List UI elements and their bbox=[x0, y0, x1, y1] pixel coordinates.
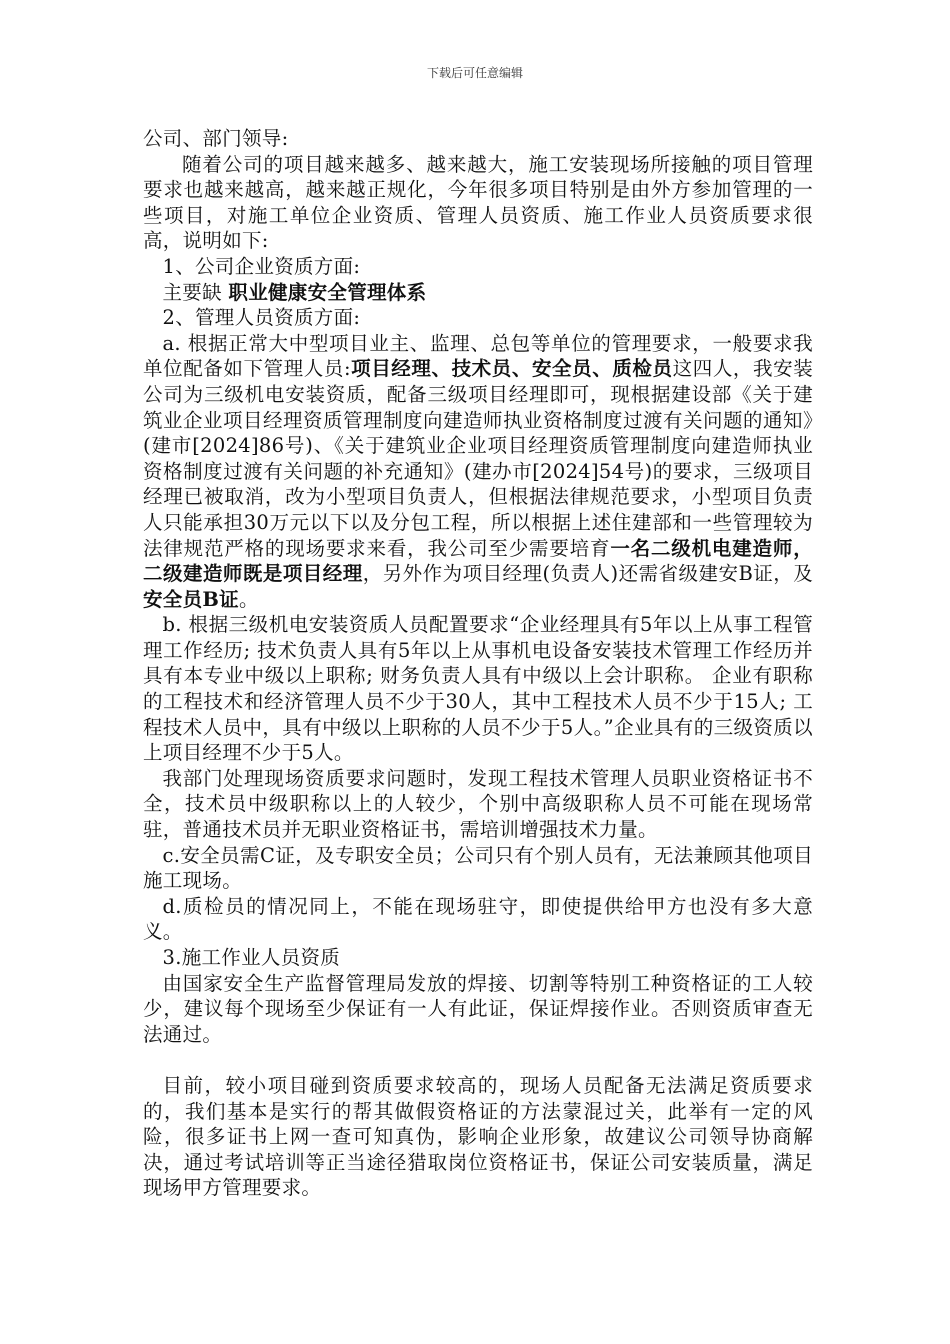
item-a-paragraph bbox=[143, 331, 813, 613]
item-a-text-1: a. 根据正常大中型项目业主、监理、总包等单位的管理要求，一般要求我单位配备如下管理人员: bbox=[143, 331, 813, 381]
closing-paragraph: 目前，较小项目碰到资质要求较高的，现场人员配备无法满足资质要求的，我们基本是实行的帮其做假资格证的方法蒙混过关，此举有一定的风险，很多证书上网一查可知真伪，影响企业形象，故建议公司领导协商解决，通过考试培训等正当途径猎取岗位资格证书，保证公司安装质量，满足现场甲方管理要求。 bbox=[143, 1073, 813, 1200]
document-body bbox=[143, 126, 813, 1201]
item-a-text-2: 这四人，我安装公司为三级机电安装资质，配备三级项目经理即可，现根据建设部《关于建筑业企业项目经理资质管理制度向建造师执业资格制度过渡有关问题的通知》(建市[2024]86号)、《关于建筑业企业项目经理资质管理制度向建造师执业资格制度过渡有关问题的补充通知》(建办市[2024]54号)的要求，三级项目经理已被取消，改为小型项目负责人，但根据法律规范要求，小型项目负责人只能承担30万元以下以及分包工程，所以根据上述住建部和一些管理较为法律规范严格的现场要求来看，我公司至少需要培育 bbox=[143, 357, 813, 560]
item-b-paragraph: b. 根据三级机电安装资质人员配置要求“企业经理具有5年以上从事工程管理工作经历; 技术负责人具有5年以上从事机电设备安装技术管理工作经历并具有本专业中级以上职称; 财务负责人具有中级以上会计职称。 企业有职称的工程技术和经济管理人员不少于30人，其中工程技术人员不少于15人; 工程技术人员中，具有中级以上职称的人员不少于5人。”企业具有的三级资质以上项目经理不少于5人。 bbox=[143, 613, 813, 765]
section-1-title: 1、公司企业资质方面: bbox=[162, 254, 361, 278]
item-d-paragraph: d.质检员的情况同上，不能在现场驻守，即使提供给甲方也没有多大意义。 bbox=[143, 894, 813, 944]
salutation: 公司、部门领导: bbox=[143, 127, 289, 150]
item-a-text-5: 。 bbox=[238, 587, 259, 611]
item-c-paragraph: c.安全员需C证，及专职安全员；公司只有个别人员有，无法兼顾其他项目施工现场。 bbox=[143, 843, 813, 893]
section-2-title: 2、管理人员资质方面: bbox=[162, 306, 361, 330]
item-a-text-4: ，另外作为项目经理(负责人)还需省级建安B证，及 bbox=[362, 562, 813, 586]
department-paragraph: 我部门处理现场资质要求问题时，发现工程技术管理人员职业资格证书不全，技术员中级职称以上的人较少，个别中高级职称人员不可能在现场常驻，普通技术员并无职业资格证书，需培训增强技术力量。 bbox=[143, 766, 813, 842]
item-a-bold-3: 二级建造师既是项目经理 bbox=[143, 562, 363, 586]
item-a-text-3: ， bbox=[793, 536, 814, 560]
section-1-lack bbox=[143, 280, 813, 306]
section-3-paragraph: 由国家安全生产监督管理局发放的焊接、切割等特别工种资格证的工人较少，建议每个现场至少保证有一人有此证，保证焊接作业。否则资质审查无法通过。 bbox=[143, 971, 813, 1046]
item-a-bold-4: 安全员B证 bbox=[143, 587, 239, 611]
lack-prefix: 主要缺 bbox=[162, 280, 222, 304]
intro-paragraph: 随着公司的项目越来越多、越来越大，施工安装现场所接触的项目管理要求也越来越高，越来越正规化，今年很多项目特别是由外方参加管理的一些项目，对施工单位企业资质、管理人员资质、施工作业人员资质要求很高，说明如下: bbox=[143, 152, 813, 253]
lack-bold: 职业健康安全管理体系 bbox=[228, 280, 427, 304]
header-note: 下载后可任意编辑 bbox=[426, 66, 523, 80]
blank-line bbox=[143, 1047, 813, 1073]
item-a-bold-1: 项目经理、技术员、安全员、质检员 bbox=[350, 357, 673, 381]
item-a-bold-2: 一名二级机电建造师 bbox=[610, 536, 794, 560]
section-3-title: 3.施工作业人员资质 bbox=[162, 946, 341, 969]
